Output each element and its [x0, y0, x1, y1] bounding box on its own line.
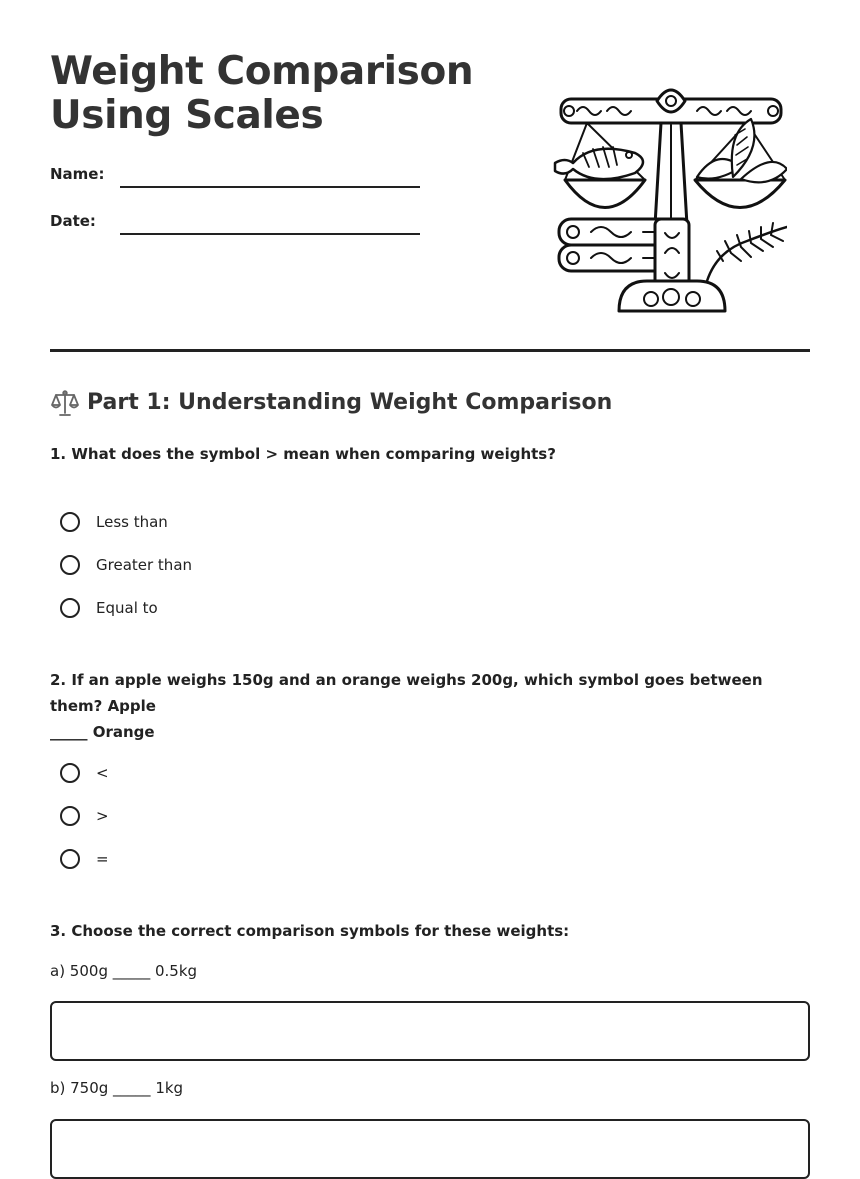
section-title	[50, 386, 612, 420]
q1-option-less-than[interactable]	[60, 509, 168, 535]
question-3: 3. Choose the correct comparison symbols for these weights:	[50, 922, 570, 940]
balance-scale-illustration	[547, 85, 787, 317]
q3-part-a-answer-box[interactable]	[50, 1001, 810, 1061]
header-divider	[50, 349, 810, 352]
q2-option-greater-than[interactable]	[60, 803, 109, 829]
question-2-line-1: 2. If an apple weighs 150g and an orange weighs 200g, which symbol goes between them? Apple	[50, 671, 763, 715]
name-field-row	[50, 165, 420, 195]
title-line-1: Weight Comparison	[50, 49, 474, 94]
radio-button[interactable]	[60, 806, 80, 826]
option-label: Less than	[96, 513, 168, 531]
q3-part-a-label: a) 500g _____ 0.5kg	[50, 962, 198, 980]
question-1: 1. What does the symbol > mean when comparing weights?	[50, 445, 556, 463]
name-field[interactable]	[120, 186, 420, 188]
date-field-row	[50, 212, 420, 242]
radio-button[interactable]	[60, 849, 80, 869]
option-label: <	[96, 764, 109, 782]
date-label: Date:	[50, 212, 96, 230]
section-title-text: Part 1: Understanding Weight Comparison	[87, 390, 613, 415]
option-label: Equal to	[96, 599, 158, 617]
q2-option-equal[interactable]	[60, 846, 109, 872]
q1-option-equal-to[interactable]	[60, 595, 158, 621]
balance-scale-icon	[50, 388, 80, 418]
q3-part-b-label: b) 750g _____ 1kg	[50, 1079, 184, 1097]
option-label: >	[96, 807, 109, 825]
question-2	[50, 667, 810, 745]
radio-button[interactable]	[60, 763, 80, 783]
date-field[interactable]	[120, 233, 420, 235]
option-label: Greater than	[96, 556, 193, 574]
name-label: Name:	[50, 165, 105, 183]
title-line-2: Using Scales	[50, 93, 324, 138]
q3-part-b-answer-box[interactable]	[50, 1119, 810, 1179]
radio-button[interactable]	[60, 555, 80, 575]
option-label: =	[96, 850, 109, 868]
radio-button[interactable]	[60, 512, 80, 532]
radio-button[interactable]	[60, 598, 80, 618]
question-2-line-2: _____ Orange	[50, 723, 155, 741]
page-title	[50, 50, 473, 138]
q2-option-less-than[interactable]	[60, 760, 109, 786]
q1-option-greater-than[interactable]	[60, 552, 192, 578]
